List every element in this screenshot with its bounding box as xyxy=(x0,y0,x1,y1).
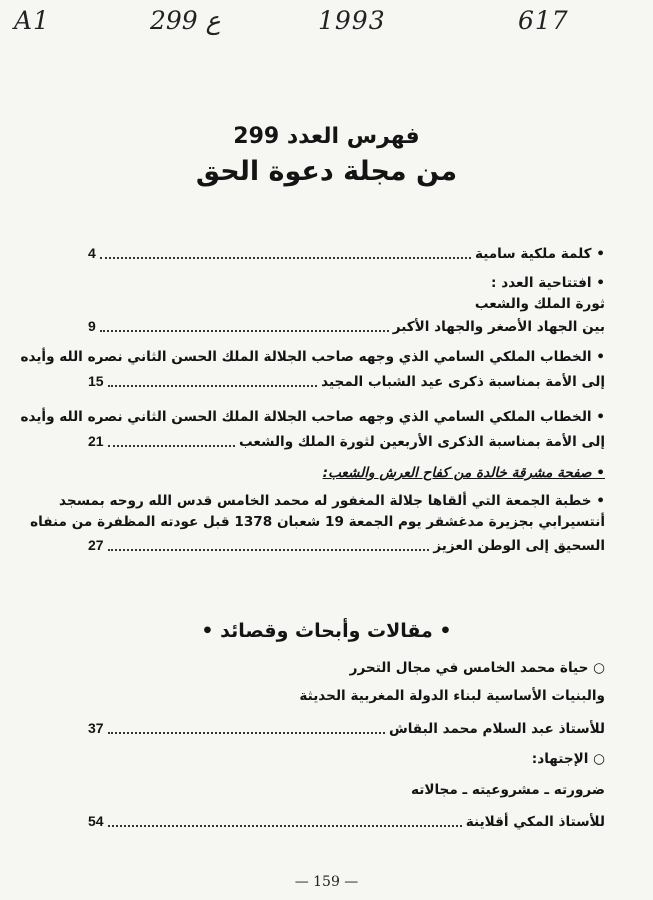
toc-entry-text: السحيق إلى الوطن العزيز xyxy=(433,538,605,554)
toc-entry-text: إلى الأمة بمناسبة الذكرى الأربعين لثورة الملك والشعب xyxy=(239,434,605,450)
toc-entry-sermon-line1: • خطبة الجمعة التي ألقاها جلالة المغفور له محمد الخامس قدس الله روحه بمسجد xyxy=(59,493,605,509)
dot-leader xyxy=(100,330,389,332)
article-1-title: ○ حياة محمد الخامس في مجال التحرر xyxy=(349,660,605,676)
toc-entry-heritage-head: • صفحة مشرقة خالدة من كفاح العرش والشعب: xyxy=(322,465,605,481)
dot-leader xyxy=(108,732,385,734)
toc-page-number: 4 xyxy=(88,245,96,261)
dot-leader xyxy=(108,825,462,827)
article-1-author-row xyxy=(88,720,605,738)
toc-page-number: 54 xyxy=(88,813,104,829)
toc-entry-text: بين الجهاد الأصغر والجهاد الأكبر xyxy=(392,319,605,335)
toc-page-number: 37 xyxy=(88,720,104,736)
toc-page-number: 15 xyxy=(88,373,104,389)
page-title: فهرس العدد 299 xyxy=(233,124,420,149)
toc-entry-editorial-line: ثورة الملك والشعب xyxy=(474,296,605,312)
toc-entry-editorial xyxy=(88,318,605,336)
handwritten-number: 617 xyxy=(518,6,569,35)
toc-page-number: 21 xyxy=(88,433,104,449)
page-subtitle: من مجلة دعوة الحق xyxy=(195,156,458,187)
toc-entry-sermon xyxy=(88,537,605,555)
article-2-title: ○ الإجتهاد: xyxy=(531,751,605,767)
dot-leader xyxy=(100,257,471,259)
toc-entry-sermon-line2: أنتسيرابي بجزيرة مدغشقر يوم الجمعة 19 شعبان 1378 قبل عودته المظفرة من منفاه xyxy=(30,514,605,530)
toc-entry-speech1 xyxy=(88,373,605,391)
toc-entry-text: • كلمة ملكية سامية xyxy=(474,246,605,262)
toc-entry-speech2-line: • الخطاب الملكي السامي الذي وجهه صاحب الجلالة الملك الحسن الثاني نصره الله وأيده xyxy=(20,409,605,425)
toc-entry-text: إلى الأمة بمناسبة ذكرى عيد الشباب المجيد xyxy=(321,374,605,390)
footer-page-number: — 159 — xyxy=(294,874,359,890)
dot-leader xyxy=(108,385,318,387)
dot-leader xyxy=(108,549,430,551)
handwritten-code: A1 xyxy=(14,6,50,35)
toc-entry-editorial-head: • افتتاحية العدد : xyxy=(491,275,605,291)
handwritten-issue: 299 ع xyxy=(150,6,221,35)
section-heading: • مقالات وأبحاث وقصائد • xyxy=(201,620,452,642)
article-2-author-row xyxy=(88,813,605,831)
toc-page-number: 27 xyxy=(88,537,104,553)
article-1-subtitle: والبنيات الأساسية لبناء الدولة المغربية الحديثة xyxy=(299,688,605,704)
toc-entry-speech1-line: • الخطاب الملكي السامي الذي وجهه صاحب الجلالة الملك الحسن الثاني نصره الله وأيده xyxy=(20,349,605,365)
article-author: للأستاذ المكي أقلاينة xyxy=(465,814,605,830)
handwritten-year: 1993 xyxy=(318,6,386,35)
toc-entry-royal-word xyxy=(88,245,605,263)
dot-leader xyxy=(108,445,235,447)
toc-page-number: 9 xyxy=(88,318,96,334)
toc-entry-speech2 xyxy=(88,433,605,451)
article-author: للأستاذ عبد السلام محمد البقاش xyxy=(388,721,605,737)
article-2-subtitle: ضرورته ـ مشروعيته ـ مجالاته xyxy=(410,782,605,798)
